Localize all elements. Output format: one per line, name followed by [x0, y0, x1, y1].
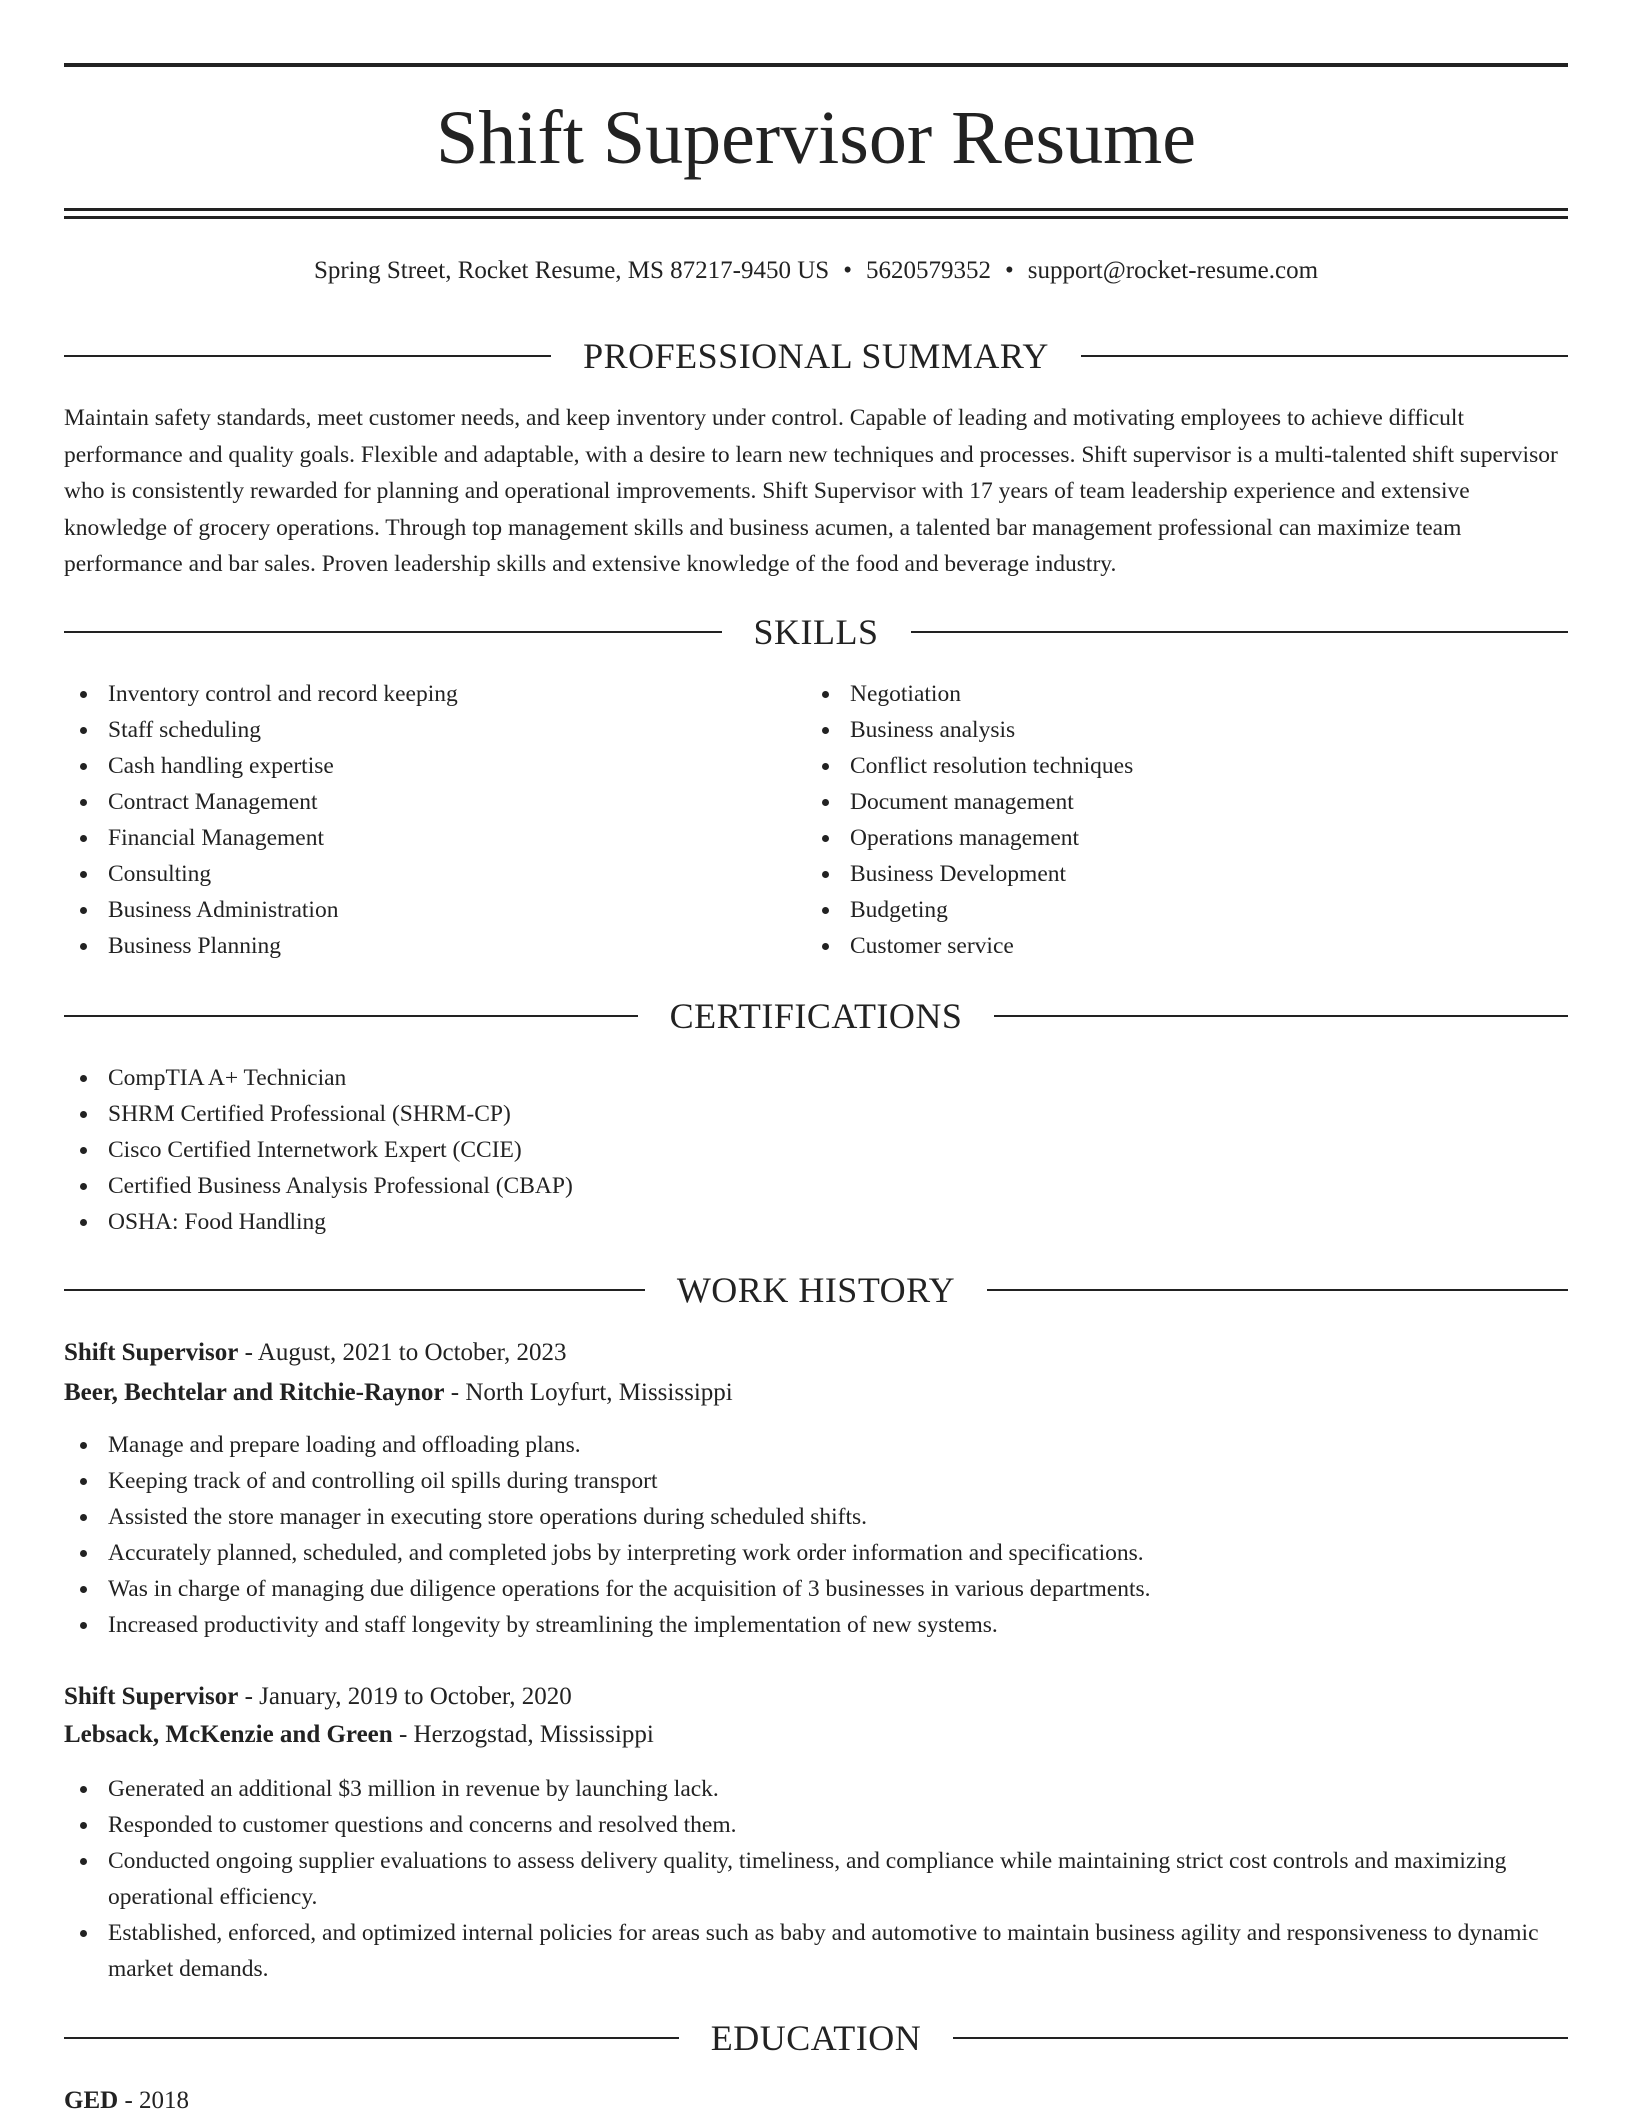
skill-item: Business analysis	[806, 712, 1506, 748]
job-duty: Generated an additional $3 million in revenue by launching lack.	[64, 1771, 1568, 1807]
divider-line	[64, 631, 722, 633]
contact-separator: •	[1004, 257, 1014, 284]
job-duty: Assisted the store manager in executing store operations during scheduled shifts.	[64, 1499, 1568, 1535]
section-header-skills	[64, 612, 1568, 652]
skill-item: Staff scheduling	[64, 712, 764, 748]
contact-line	[64, 254, 1568, 288]
job-dates: - January, 2019 to October, 2020	[238, 1683, 572, 1710]
job-duty: Conducted ongoing supplier evaluations to assess delivery quality, timeliness, and compliance while maintaining strict cost controls and maximizing operational efficiency.	[64, 1843, 1568, 1915]
summary-text: Maintain safety standards, meet customer needs, and keep inventory under control. Capable of leading and motivating employees to achieve difficult performance and quality goals. Flexible and adaptable, with a desire to learn new techniques and processes. Shift supervisor is a multi-talented shift supervisor who is consistently rewarded for planning and operational improvements. Shift Supervisor with 17 years of team leadership experience and extensive knowledge of grocery operations. Through top management skills and business acumen, a talented bar management professional can maximize team performance and bar sales. Proven leadership skills and extensive knowledge of the food and beverage industry.	[64, 405, 1558, 577]
skill-item: Inventory control and record keeping	[64, 676, 764, 712]
skill-item: Negotiation	[806, 676, 1506, 712]
skill-item: Operations management	[806, 820, 1506, 856]
job-role: Shift Supervisor	[64, 1683, 239, 1710]
skill-item: Document management	[806, 784, 1506, 820]
section-header-summary	[64, 336, 1568, 376]
divider-line	[987, 1289, 1568, 1291]
skill-item: Business Development	[806, 856, 1506, 892]
contact-phone: 5620579352	[865, 257, 991, 284]
job-title-line	[64, 1336, 1568, 1370]
skill-item: Business Administration	[64, 892, 764, 928]
section-title-education: EDUCATION	[710, 2018, 922, 2058]
divider-line	[994, 1015, 1568, 1017]
job-title-line	[64, 1680, 1568, 1714]
job-company-line	[64, 1376, 1568, 1410]
skill-item: Cash handling expertise	[64, 748, 764, 784]
title-rule-upper	[64, 208, 1568, 211]
certification-item: SHRM Certified Professional (SHRM-CP)	[64, 1096, 1568, 1132]
job-duty: Established, enforced, and optimized internal policies for areas such as baby and automotive to maintain business agility and responsiveness to dynamic market demands.	[64, 1915, 1568, 1987]
section-header-certifications	[64, 996, 1568, 1036]
contact-address: Spring Street, Rocket Resume, MS 87217-9450 US	[313, 257, 830, 284]
top-rule	[64, 63, 1568, 67]
job-duty: Accurately planned, scheduled, and completed jobs by interpreting work order information and specifications.	[64, 1535, 1568, 1571]
education-degree: GED	[64, 2087, 119, 2112]
skill-item: Contract Management	[64, 784, 764, 820]
section-header-work-history	[64, 1270, 1568, 1310]
job-company: Beer, Bechtelar and Ritchie-Raynor	[64, 1379, 445, 1406]
job-duty: Was in charge of managing due diligence operations for the acquisition of 3 businesses in various departments.	[64, 1571, 1568, 1607]
job-duty: Keeping track of and controlling oil spills during transport	[64, 1463, 1568, 1499]
certification-item: Certified Business Analysis Professional (CBAP)	[64, 1168, 1568, 1204]
job-duty: Responded to customer questions and concerns and resolved them.	[64, 1807, 1568, 1843]
education-year: - 2018	[118, 2087, 190, 2112]
section-title-certifications: CERTIFICATIONS	[669, 996, 963, 1036]
contact-separator: •	[843, 257, 852, 284]
section-title-summary: PROFESSIONAL SUMMARY	[583, 336, 1049, 376]
skill-item: Consulting	[64, 856, 764, 892]
page-title: Shift Supervisor Resume	[436, 96, 1196, 180]
skill-item: Business Planning	[64, 928, 764, 964]
skills-list-right	[806, 676, 1506, 964]
title-rule-lower	[64, 216, 1568, 219]
skill-item: Conflict resolution techniques	[806, 748, 1506, 784]
divider-line	[64, 1289, 645, 1291]
certification-item: Cisco Certified Internetwork Expert (CCIE)	[64, 1132, 1568, 1168]
job-duty: Manage and prepare loading and offloading plans.	[64, 1427, 1568, 1463]
section-title-work-history: WORK HISTORY	[676, 1270, 956, 1310]
certification-item: CompTIA A+ Technician	[64, 1060, 1568, 1096]
education-entry	[64, 2084, 1568, 2112]
skill-item: Financial Management	[64, 820, 764, 856]
skill-item: Customer service	[806, 928, 1506, 964]
divider-line	[911, 631, 1569, 633]
job-company-line	[64, 1718, 1568, 1752]
job-company: Lebsack, McKenzie and Green	[64, 1721, 393, 1748]
section-header-education	[64, 2018, 1568, 2058]
job-duties-list	[64, 1771, 1568, 1987]
certification-item: OSHA: Food Handling	[64, 1204, 1568, 1240]
job-duty: Increased productivity and staff longevity by streamlining the implementation of new systems.	[64, 1607, 1568, 1643]
divider-line	[64, 1015, 638, 1017]
skills-list-left	[64, 676, 764, 964]
job-role: Shift Supervisor	[64, 1339, 239, 1366]
job-location: - Herzogstad, Mississippi	[392, 1721, 654, 1748]
divider-line	[953, 2037, 1568, 2039]
contact-email: support@rocket-resume.com	[1027, 257, 1319, 284]
certifications-list	[64, 1060, 1568, 1240]
divider-line	[64, 355, 551, 357]
job-location: - North Loyfurt, Mississippi	[444, 1379, 733, 1406]
divider-line	[64, 2037, 679, 2039]
section-title-skills: SKILLS	[753, 612, 879, 652]
job-duties-list	[64, 1427, 1568, 1643]
skill-item: Budgeting	[806, 892, 1506, 928]
job-dates: - August, 2021 to October, 2023	[238, 1339, 567, 1366]
divider-line	[1081, 355, 1568, 357]
